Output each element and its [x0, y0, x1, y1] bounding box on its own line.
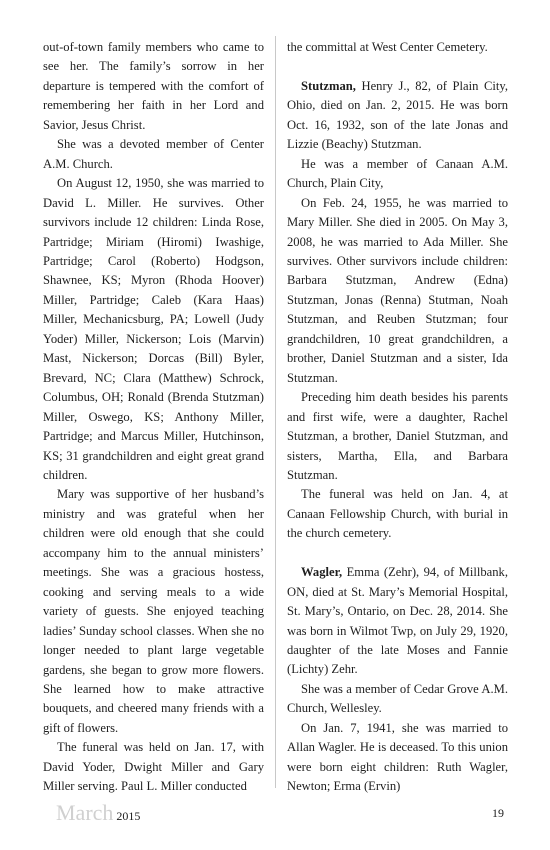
- paragraph: On August 12, 1950, she was married to David L. Miller. He survives. Other survivors include 12 children: Linda Rose, Partridge; Miriam (Hiromi) Iwashige, Partridge; Carol (Roberto) Hodgson, Shawnee, KS; Myron (Rhoda Hoover) Miller, Partridge; Caleb (Kara Haas) Miller, Mechanicsburg, PA; Lowell (Judy Yoder) Miller, Nickerson; Lois (Marvin) Mast, Nickerson; Dorcas (Bill) Byler, Brevard, NC; Clara (Matthew) Schrock, Columbus, OH; Ronald (Brenda Stutzman) Miller, Oswego, KS; Anthony Miller, Partridge; and Marcus Miller, Hutchinson, KS; 31 grandchildren and eight great grand children.: [43, 176, 264, 482]
- paragraph: The funeral was held on Jan. 17, with David Yoder, Dwight Miller and Gary Miller serving. Paul L. Miller conducted: [43, 740, 264, 794]
- paragraph: He was a member of Canaan A.M. Church, Plain City,: [287, 156, 508, 191]
- left-column: [43, 38, 264, 797]
- footer-year: 2015: [116, 809, 141, 823]
- page-number: 19: [492, 806, 504, 820]
- paragraph: On Feb. 24, 1955, he was married to Mary Miller. She died in 2005. On May 3, 2008, he was married to Ada Miller. She survives. Other survivors include children: Barbara Stutzman, Andrew (Edna) Stutzman, Jonas (Renna) Stutman, Noah Stutzman, and Reuben Stutzman; four grandchildren, 10 great grandchildren, a brother, Daniel Stutzman and a sister, Ida Stutzman.: [287, 195, 508, 385]
- paragraph: On Jan. 7, 1941, she was married to Allan Wagler. He is deceased. To this union were born eight children: Ruth Wagler, Newton; Erma (Ervin): [287, 720, 508, 794]
- paragraph: Mary was supportive of her husband’s ministry and was grateful when her children were old enough that she could accompany him to the annual ministers’ meetings. She was a gracious hostess, cooking and serving meals to a wide variety of guests. She enjoyed teaching ladies’ Sunday school classes. When she no longer needed to plant large vegetable gardens, she began to grow more flowers. She learned how to make attractive bouquets, and cheered many friends with a gift of flowers.: [43, 487, 264, 735]
- paragraph: the committal at West Center Cemetery.: [287, 40, 488, 54]
- paragraph: She was a member of Cedar Grove A.M. Church, Wellesley.: [287, 681, 508, 716]
- paragraph: The funeral was held on Jan. 4, at Canaan Fellowship Church, with burial in the church cemetery.: [287, 487, 508, 541]
- right-column: [287, 38, 508, 797]
- footer-issue: [56, 800, 140, 829]
- paragraph: Preceding him death besides his parents and first wife, were a daughter, Rachel Stutzman, a brother, Daniel Stutzman, and sisters, Martha, Ella, and Barbara Stutzman.: [287, 390, 508, 482]
- obituary-surname: Stutzman,: [301, 78, 356, 93]
- footer-month: March: [56, 800, 114, 825]
- obituary-lead-text: Emma (Zehr), 94, of Millbank, ON, died at St. Mary’s Memorial Hospital, St. Mary’s, Ontario, on Dec. 28, 2014. She was born in Wilmot Twp, on July 29, 1920, daughter of the late Moses and Fannie (Lichty) Zehr.: [287, 565, 508, 677]
- paragraph: out-of-town family members who came to see her. The family’s sorrow in her departure is tempered with the comfort of remembering her faith in her Lord and Savior, Jesus Christ.: [43, 40, 264, 132]
- obituary-surname: Wagler,: [301, 565, 343, 580]
- obituary-lead: [287, 563, 508, 680]
- column-divider: [275, 36, 276, 788]
- paragraph: She was a devoted member of Center A.M. Church.: [43, 137, 264, 171]
- obituary-lead-text: Henry J., 82, of Plain City, Ohio, died on Jan. 2, 2015. He was born Oct. 16, 1932, son of the late Jonas and Lizzie (Beachy) Stutzman.: [287, 78, 508, 152]
- obituary-lead: [287, 77, 508, 155]
